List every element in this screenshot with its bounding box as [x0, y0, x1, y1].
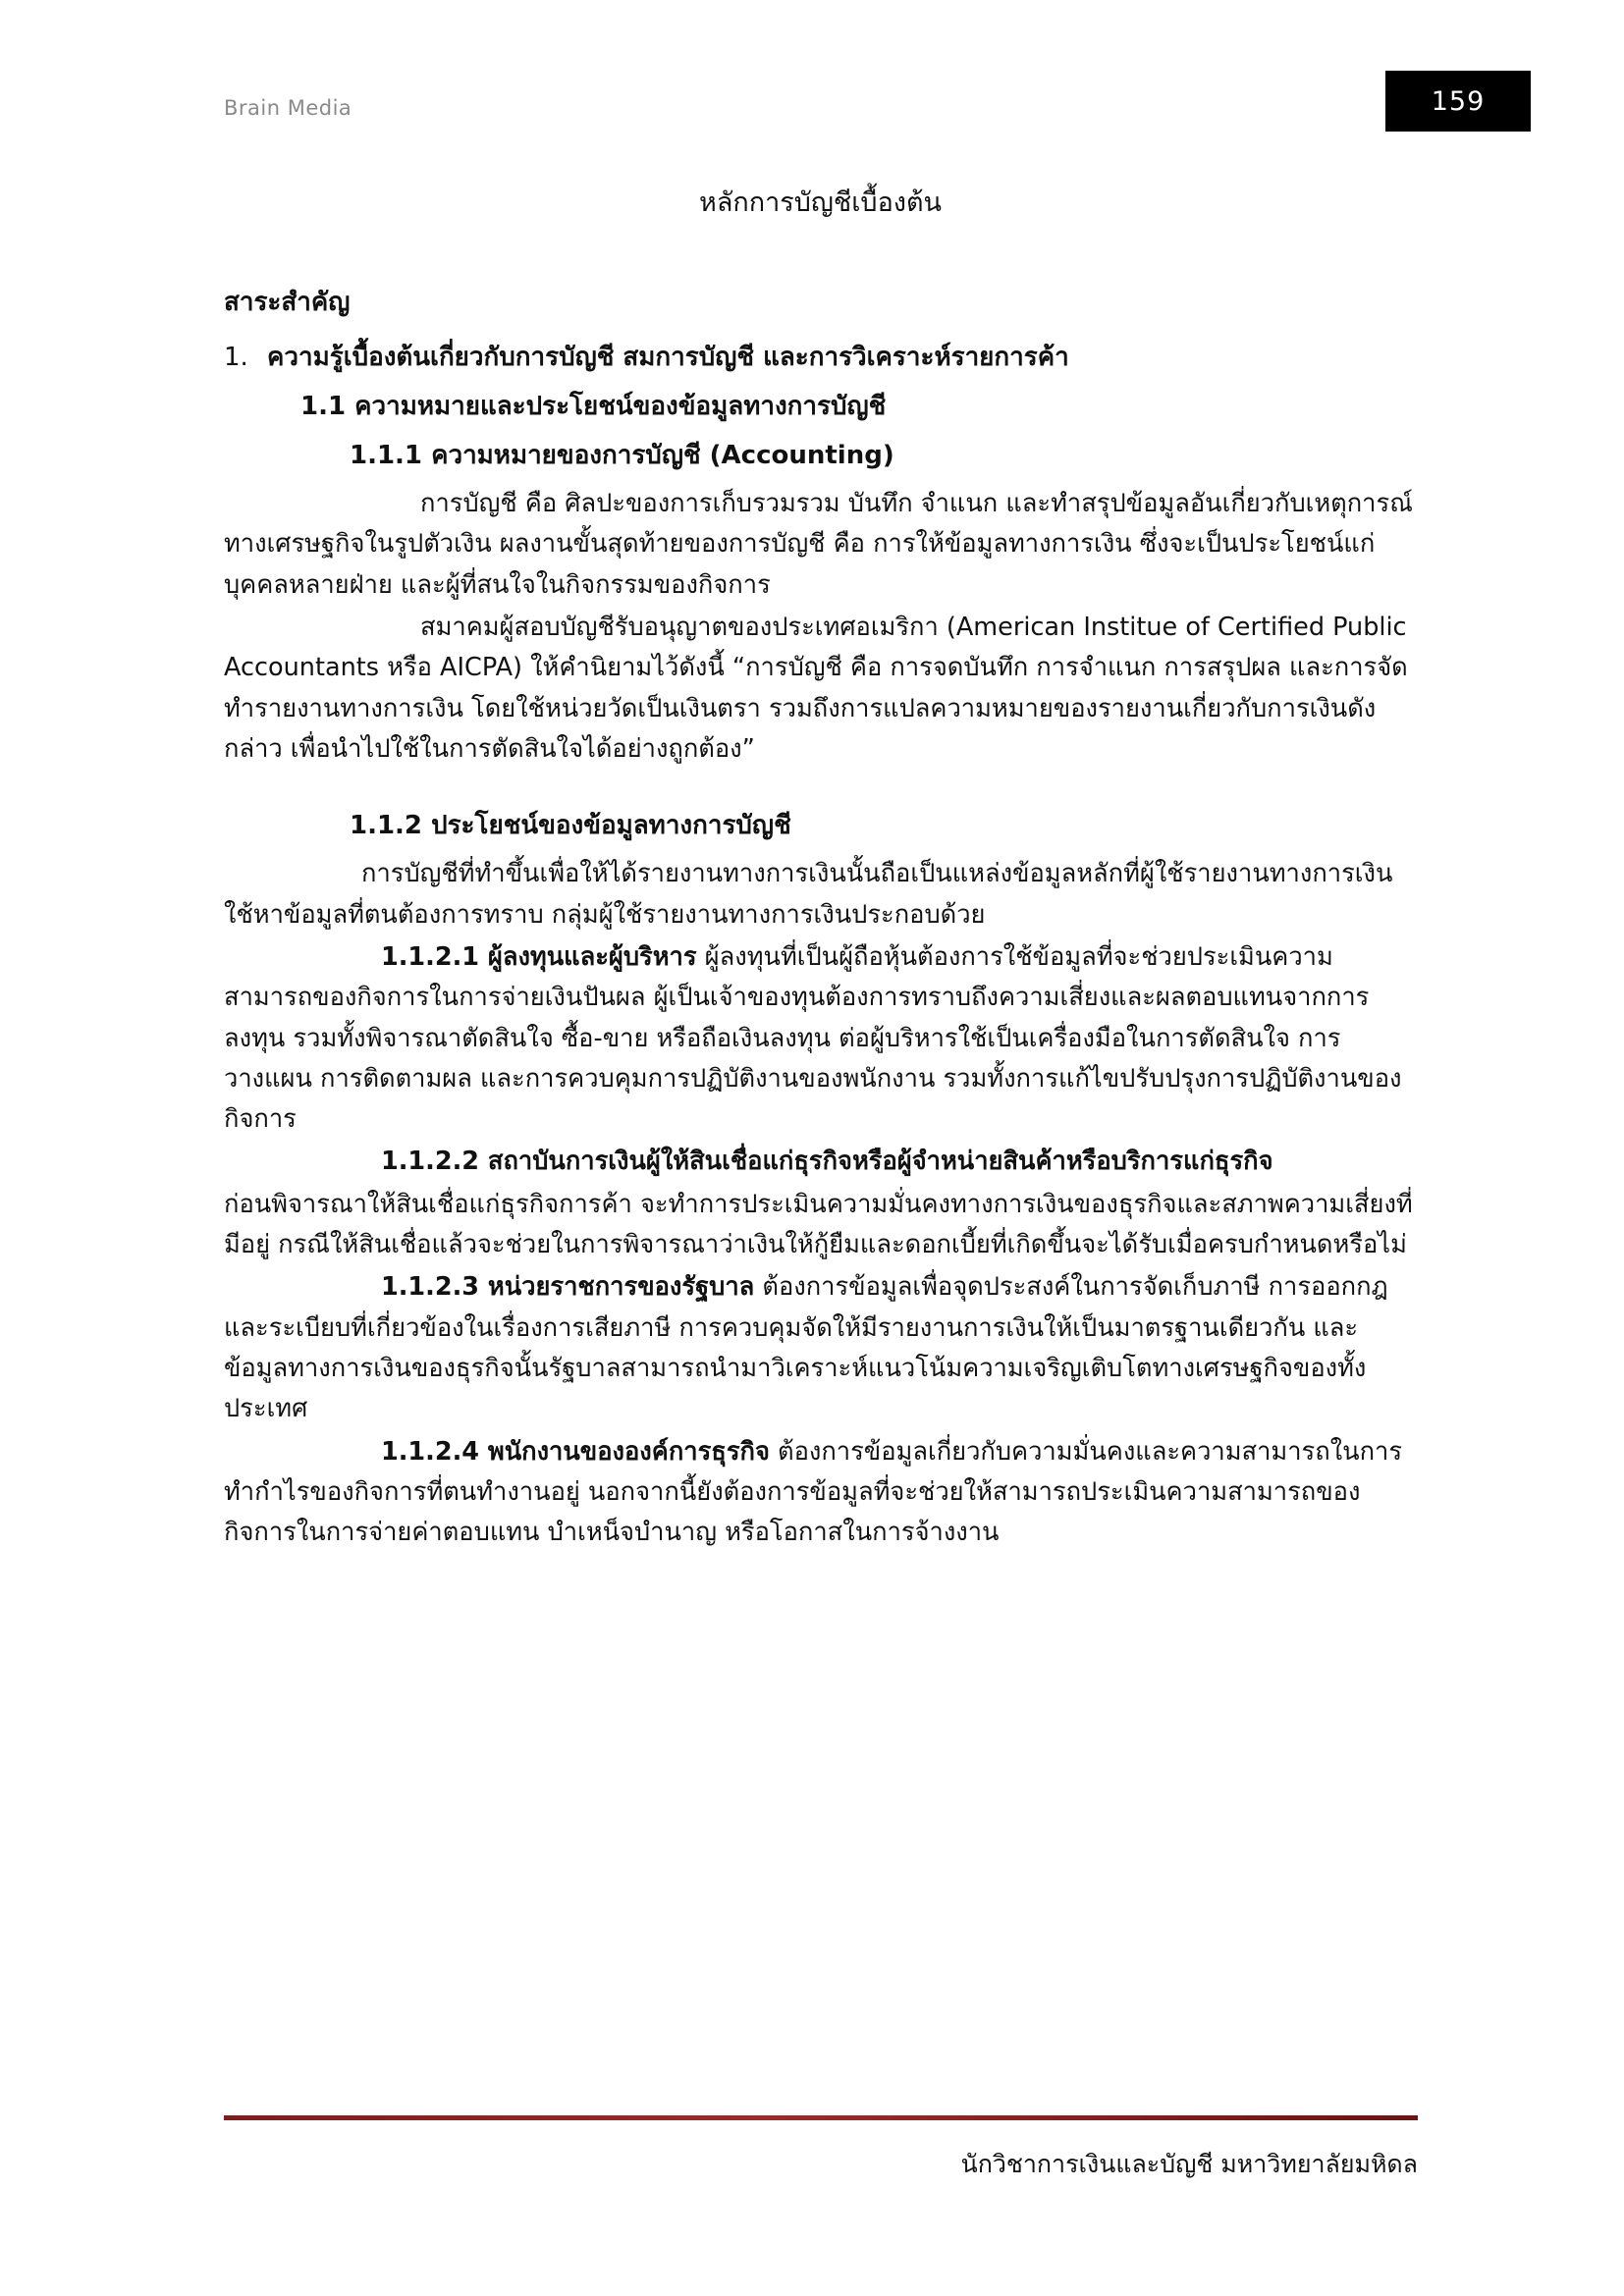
paragraph-employees: [224, 1432, 1417, 1554]
page-number-badge: 159: [1385, 71, 1531, 132]
label-financial-institutions: 1.1.2.2 สถาบันการเงินผู้ให้สินเชื่อแก่ธุรกิจหรือผู้จำหน่ายสินค้าหรือบริการแก่ธุรกิจ: [381, 1147, 1273, 1177]
section-1-heading: [224, 337, 1417, 378]
page-title: หลักการบัญชีเบื้องต้น: [699, 187, 942, 218]
key-topics-heading: สาระสำคัญ: [224, 287, 351, 317]
footer-text: นักวิชาการเงินและบัญชี มหาวิทยาลัยมหิดล: [960, 2150, 1418, 2178]
section-1-1-heading: 1.1 ความหมายและประโยชน์ของข้อมูลทางการบัญชี: [300, 391, 887, 421]
section-1-1-2-heading: 1.1.2 ประโยชน์ของข้อมูลทางการบัญชี: [350, 811, 791, 841]
section-1-number: 1.: [224, 342, 248, 372]
text-government: ต้องการข้อมูลเพื่อจุดประสงค์ในการจัดเก็บภาษี การออกกฎและระเบียบที่เกี่ยวข้องในเรื่องการเสียภาษี การควบคุมจัดให้มีรายงานการเงินให้เป็นมาตรฐานเดียวกัน และข้อมูลทางการเงินของธุรกิจนั้นรัฐบาลสามารถนำมาวิเคราะห์แนวโน้มความเจริญเติบโตทางเศรษฐกิจของทั้งประเทศ: [224, 1272, 1388, 1424]
paragraph-benefits-intro: การบัญชีที่ทำขึ้นเพื่อให้ได้รายงานทางการเงินนั้นถือเป็นแหล่งข้อมูลหลักที่ผู้ใช้รายงานทางการเงินใช้หาข้อมูลที่ตนต้องการทราบ กลุ่มผู้ใช้รายงานทางการเงินประกอบด้วย: [224, 859, 1393, 930]
paragraph-aicpa-definition: สมาคมผู้สอบบัญชีรับอนุญาตของประเทศอเมริกา (American Institue of Certified Public Accountants หรือ AICPA) ให้คำนิยามไว้ดังนี้ “การบัญชี คือ การจดบันทึก การจำแนก การสรุปผล และการจัดทำรายงานทางการเงิน โดยใช้หน่วยวัดเป็นเงินตรา รวมถึงการแปลความหมายของรายงานเกี่ยวกับการเงินดังกล่าว เพื่อนำไปใช้ในการตัดสินใจได้อย่างถูกต้อง”: [224, 613, 1408, 764]
paragraph-financial-institutions: [224, 1142, 1417, 1182]
label-employees: 1.1.2.4 พนักงานขององค์การธุรกิจ: [381, 1436, 770, 1467]
paragraph-government: [224, 1267, 1417, 1429]
label-government: 1.1.2.3 หน่วยราชการของรัฐบาล: [381, 1272, 755, 1303]
header-brand: Brain Media: [224, 96, 352, 120]
text-employees: ต้องการข้อมูลเกี่ยวกับความมั่นคงและความสามารถในการทำกำไรของกิจการที่ตนทำงานอยู่ นอกจากนี้ยังต้องการข้อมูลที่จะช่วยให้สามารถประเมินความสามารถของกิจการในการจ่ายค่าตอบแทน บำเหน็จบำนาญ หรือโอกาสในการจ้างงาน: [224, 1436, 1403, 1548]
text-investors: ผู้ลงทุนที่เป็นผู้ถือหุ้นต้องการใช้ข้อมูลที่จะช่วยประเมินความสามารถของกิจการในการจ่ายเงินปันผล ผู้เป็นเจ้าของทุนต้องการทราบถึงความเสี่ยงและผลตอบแทนจากการลงทุน รวมทั้งพิจารณาตัดสินใจ ซื้อ-ขาย หรือถือเงินลงทุน ต่อผู้บริหารใช้เป็นเครื่องมือในการตัดสินใจ การวางแผน การติดตามผล และการควบคุมการปฏิบัติงานของพนักงาน รวมทั้งการแก้ไขปรับปรุงการปฏิบัติงานของกิจการ: [224, 941, 1402, 1135]
text-financial-institutions: ก่อนพิจารณาให้สินเชื่อแก่ธุรกิจการค้า จะทำการประเมินความมั่นคงทางการเงินของธุรกิจและสภาพความเสี่ยงที่มีอยู่ กรณีให้สินเชื่อแล้วจะช่วยในการพิจารณาว่าเงินให้กู้ยืมและดอกเบี้ยที่เกิดขึ้นจะได้รับเมื่อครบกำหนดหรือไม่: [224, 1189, 1413, 1260]
paragraph-accounting-definition: การบัญชี คือ ศิลปะของการเก็บรวมรวม บันทึก จำแนก และทำสรุปข้อมูลอันเกี่ยวกับเหตุการณ์ทางเศรษฐกิจในรูปตัวเงิน ผลงานขั้นสุดท้ายของการบัญชี คือ การให้ข้อมูลทางการเงิน ซึ่งจะเป็นประโยชน์แก่บุคคลหลายฝ่าย และผู้ที่สนใจในกิจกรรมของกิจการ: [224, 489, 1413, 600]
section-1-title: ความรู้เบื้องต้นเกี่ยวกับการบัญชี สมการบัญชี และการวิเคราะห์รายการค้า: [267, 342, 1069, 372]
document-content: [224, 182, 1417, 1555]
section-1-1-1-heading: 1.1.1 ความหมายของการบัญชี (Accounting): [350, 441, 894, 471]
paragraph-investors: [224, 937, 1417, 1140]
label-investors: 1.1.2.1 ผู้ลงทุนและผู้บริหาร: [381, 941, 697, 972]
footer-divider: [224, 2115, 1418, 2120]
